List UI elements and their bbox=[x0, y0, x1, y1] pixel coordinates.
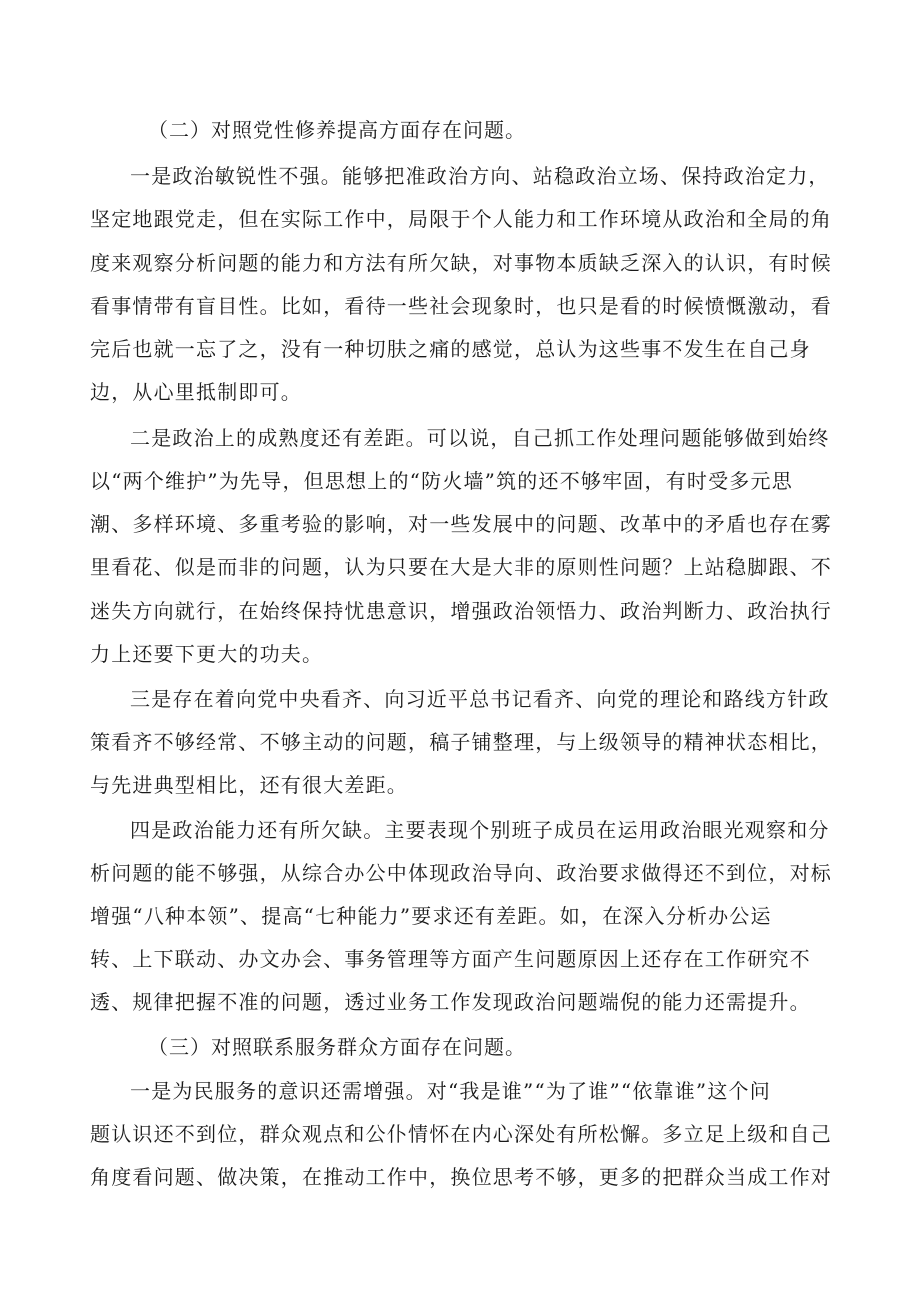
paragraph-line: 度来观察分析问题的能力和方法有所欠缺，对事物本质缺乏深入的认识，有时候 bbox=[90, 251, 832, 275]
paragraph-line: 与先进典型相比，还有很大差距。 bbox=[90, 773, 408, 797]
paragraph-line: 四是政治能力还有所欠缺。主要表现个别班子成员在运用政治眼光观察和分 bbox=[130, 818, 830, 842]
paragraph-line: 增强“八种本领”、提高“七种能力”要求还有差距。如，在深入分析办公运 bbox=[90, 904, 772, 928]
paragraph-line: 力上还要下更大的功夫。 bbox=[90, 642, 324, 666]
paragraph-line: 转、上下联动、办文办会、事务管理等方面产生问题原因上还存在工作研究不 bbox=[90, 947, 811, 971]
section-heading-3: （三）对照联系服务群众方面存在问题。 bbox=[148, 1035, 526, 1059]
paragraph-line: 潮、多样环境、多重考验的影响，对一些发展中的问题、改革中的矛盾也存在雾 bbox=[90, 512, 832, 536]
paragraph-line: 三是存在着向党中央看齐、向习近平总书记看齐、向党的理论和路线方针政 bbox=[130, 687, 830, 711]
paragraph-line: 迷失方向就行，在始终保持忧患意识，增强政治领悟力、政治判断力、政治执行 bbox=[90, 599, 832, 623]
paragraph-line: 一是政治敏锐性不强。能够把准政治方向、站稳政治立场、保持政治定力， bbox=[130, 164, 830, 188]
paragraph-line: 里看花、似是而非的问题，认为只要在大是大非的原则性问题？上站稳脚跟、不 bbox=[90, 555, 832, 579]
paragraph-line: 看事情带有盲目性。比如，看待一些社会现象时，也只是看的时候愤慨激动，看 bbox=[90, 294, 832, 318]
paragraph-line: 以“两个维护”为先导，但思想上的“防火墙”筑的还不够牢固，有时受多元思 bbox=[90, 469, 793, 493]
paragraph-line: 完后也就一忘了之，没有一种切肤之痛的感觉，总认为这些事不发生在自己身 bbox=[90, 337, 811, 361]
paragraph-line: 二是政治上的成熟度还有差距。可以说，自己抓工作处理问题能够做到始终 bbox=[130, 426, 830, 450]
paragraph-line: 析问题的能不够强，从综合办公中体现政治导向、政治要求做得还不到位，对标 bbox=[90, 861, 832, 885]
paragraph-line: 策看齐不够经常、不够主动的问题，稿子铺整理，与上级领导的精神状态相比， bbox=[90, 730, 832, 754]
paragraph-line: 一是为民服务的意识还需增强。对“我是谁”“为了谁”“依靠谁”这个问 bbox=[130, 1079, 771, 1103]
section-heading-2: （二）对照党性修养提高方面存在问题。 bbox=[148, 118, 526, 142]
paragraph-line: 题认识还不到位，群众观点和公仆情怀在内心深处有所松懈。多立足上级和自己 bbox=[90, 1122, 832, 1146]
paragraph-line: 角度看问题、做决策，在推动工作中，换位思考不够，更多的把群众当成工作对 bbox=[90, 1165, 832, 1189]
paragraph-line: 透、规律把握不准的问题，透过业务工作发现政治问题端倪的能力还需提升。 bbox=[90, 990, 811, 1014]
paragraph-line: 边，从心里抵制即可。 bbox=[90, 380, 302, 404]
paragraph-line: 坚定地跟党走，但在实际工作中，局限于个人能力和工作环境从政治和全局的角 bbox=[90, 207, 832, 231]
